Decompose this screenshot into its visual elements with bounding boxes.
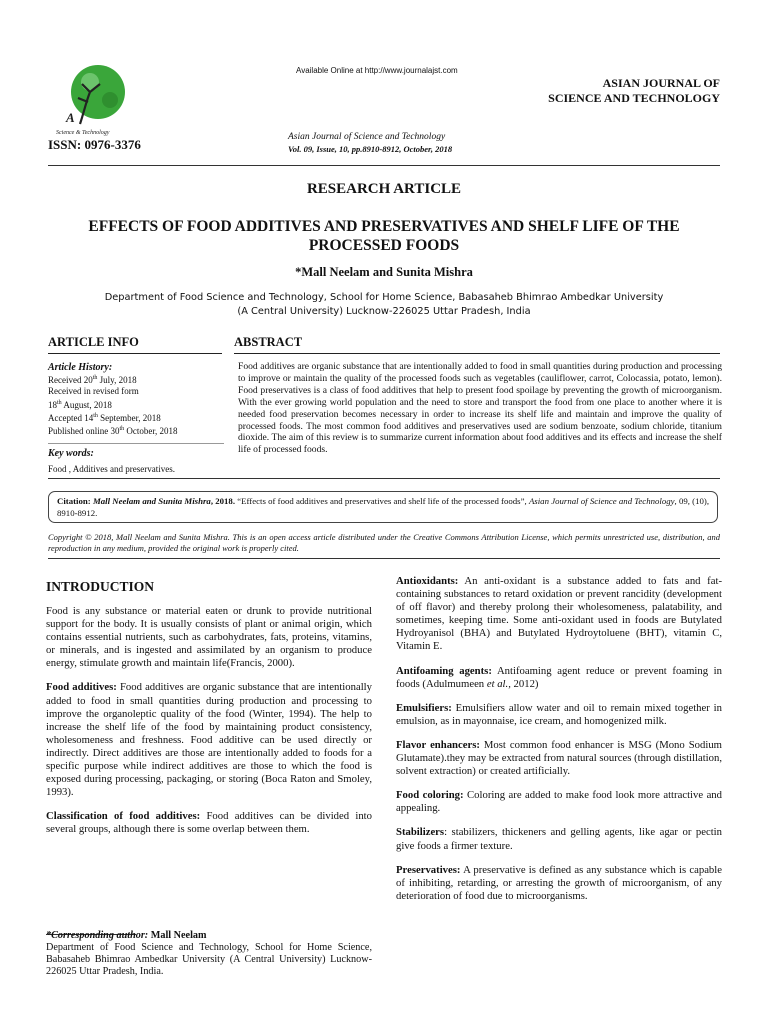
corresponding-author-footnote: *Corresponding author: Mall Neelam Department of Food Science and Technology, School for Home Science, Babasaheb Bhimrao Ambedkar University (A Central University) Lucknow-226025 Uttar Pradesh, India. <box>46 930 372 977</box>
preservatives-paragraph: Preservatives: A preservative is defined as any substance which is capable of inhibiting, retarding, or arresting the growth of microorganism, of any deterioration of food due to microorganisms. <box>396 863 722 902</box>
citation-year: , 2018. <box>210 496 236 506</box>
received-date: Received 20th July, 2018 <box>48 375 137 386</box>
available-online: Available Online at http://www.journalajst.com <box>296 66 458 75</box>
citation-rest: , 09, (10), 8910-8912. <box>57 496 710 518</box>
abstract-heading: ABSTRACT <box>234 335 720 354</box>
article-type: RESEARCH ARTICLE <box>306 181 462 197</box>
accepted-date: Accepted 14th September, 2018 <box>48 412 161 423</box>
copyright-notice: Copyright © 2018, Mall Neelam and Sunita Mishra. This is an open access article distributed under the Creative Commons Attribution License, which permits unrestricted use, distribution, and reproduction in any medium, provided the original work is properly cited. <box>48 532 720 553</box>
copyright-divider <box>48 558 720 559</box>
flavor-enhancers-paragraph: Flavor enhancers: Most common food enhancer is MSG (Mono Sodium Glutamate).they may be extracted from natural sources (through distillation, solvent extraction) or created artificially. <box>396 738 722 778</box>
intro-paragraph: Food is any substance or material eaten or drunk to provide nutritional support for the body. It is usually consists of plant or animal origin, which contains essential nutrients, such as carbohydrates, fats, proteins, vitamins, or minerals, and is ingested and assimilated by an organism to produce energy, stimulate growth and maintain life(Francis, 2000). <box>46 605 372 670</box>
journal-logo <box>50 62 132 136</box>
svg-text:A: A <box>66 110 75 125</box>
classification-paragraph: Classification of food additives: Food additives can be divided into several groups, although there is some overlap between them. <box>46 810 372 836</box>
history-label: Article History: <box>48 362 113 373</box>
citation-label: Citation: <box>57 496 91 506</box>
citation-title: “Effects of food additives and preservatives and shelf life of the processed foods”, <box>235 496 529 506</box>
article-info-heading: ARTICLE INFO <box>48 335 222 354</box>
svg-text:Science & Technology: Science & Technology <box>56 130 110 136</box>
abstract-divider <box>48 478 720 479</box>
journal-citation-line: Asian Journal of Science and Technology Vol. 09, Issue, 10, pp.8910-8912, October, 2018 <box>288 132 453 154</box>
stabilizers-paragraph: Stabilizers: stabilizers, thickeners and gelling agents, like agar or pectin give foods a firmer texture. <box>396 826 722 852</box>
revised-date: 18th August, 2018 <box>48 399 112 410</box>
issn: ISSN: 0976-3376 <box>48 137 141 152</box>
article-title: EFFECTS OF FOOD ADDITIVES AND PRESERVATIVES AND SHELF LIFE OF THE PROCESSED FOODS <box>88 218 680 254</box>
keywords-label: Key words: <box>48 448 94 460</box>
abstract-text: Food additives are organic substance that are intentionally added to food in small quantities during production and processing to improve or maintain the quality of the processed foods such as vegetables (cauliflower, carrot, Colocassia, potato, lemon). Food preservatives is a class of food additives that help to present food spoilage by preventing the growth of microorganism. With the ever growing world population and the need to store and transport the food from one place to another where it is needed food preservation becomes necessary in order to increase its shelf life and maintain and improve the quality of processed foods. The most common food additives and preservatives used are sodium benzoate, sodium chloride, titanium dioxide. The aim of this review is to summarize current information about food additives and its effects and increase the shelf life of processed foods. <box>238 361 722 456</box>
article-info <box>48 362 224 476</box>
citation-journal: Asian Journal of Science and Technology <box>528 496 675 506</box>
affiliation: Department of Food Science and Technology, School for Home Science, Babasaheb Bhimrao Ambedkar University (A Central University) Lucknow-226025 Uttar Pradesh, India <box>104 292 664 317</box>
header-divider <box>48 165 720 166</box>
left-column <box>46 605 372 848</box>
citation-box <box>48 491 718 523</box>
keywords: Food , Additives and preservatives. <box>48 464 175 475</box>
introduction-heading: INTRODUCTION <box>46 579 155 594</box>
revised-label: Received in revised form <box>48 386 139 397</box>
emulsifiers-paragraph: Emulsifiers: Emulsifiers allow water and oil to remain mixed together in emulsion, as in mayonnaise, ice cream, and homogenized milk. <box>396 701 722 727</box>
antifoaming-paragraph: Antifoaming agents: Antifoaming agent reduce or prevent foaming in foods (Adulmumeen et al., 2012) <box>396 664 722 690</box>
info-divider <box>48 443 224 444</box>
antioxidants-paragraph: Antioxidants: An anti-oxidant is a substance added to fats and fat-containing substances to retard oxidation or prevent rancidity (development of off flavor) and thereby prolong their wholesomeness, palatability, and sometimes, keeping time. Some anti-oxidant used in foods are Butylated Hydroyanisol (BHA) and Butylated Hydroytoluene (BHT), vitamin C, Vitamin E. <box>396 575 722 653</box>
authors: *Mall Neelam and Sunita Mishra <box>295 265 473 279</box>
food-additives-paragraph: Food additives: Food additives are organic substance that are intentionally added to food in small quantities during production and processing to improve the organoleptic quality of the food (Winter, 1994). The help to increase the shelf life of the food by maintaining product consistency, wholesomeness and freshness. Food additive can be used directly or indirectly. Direct additives are those are intentionally added to foods for a specific purpose while indirect additives are those to which the food is exposed during processing, packaging, or storing (Boca Raton and Smoley, 1993). <box>46 681 372 799</box>
citation-authors: Mall Neelam and Sunita Mishra <box>92 496 211 506</box>
right-column <box>396 575 722 914</box>
published-date: Published online 30th October, 2018 <box>48 426 178 437</box>
journal-title: ASIAN JOURNAL OF SCIENCE AND TECHNOLOGY <box>548 76 720 105</box>
food-coloring-paragraph: Food coloring: Coloring are added to make food look more attractive and appealing. <box>396 789 722 815</box>
